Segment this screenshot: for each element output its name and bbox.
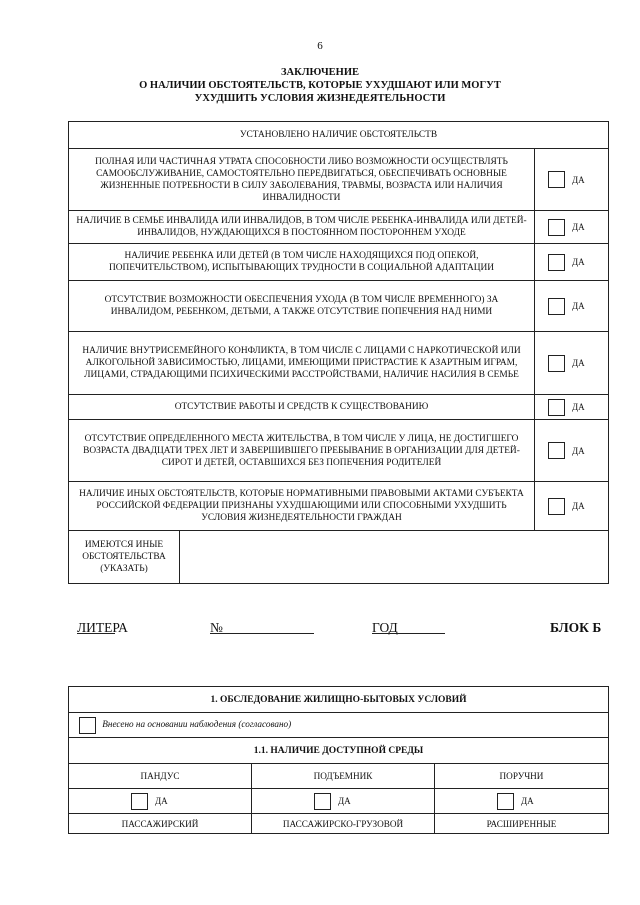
circumstance-checkbox-cell <box>535 420 609 482</box>
circumstance-text: НАЛИЧИЕ В СЕМЬЕ ИНВАЛИДА ИЛИ ИНВАЛИДОВ, В ТОМ ЧИСЛЕ РЕБЕНКА-ИНВАЛИДА ИЛИ ДЕТЕЙ-ИНВАЛИДОВ, НУЖДАЮЩИХСЯ В ПОСТОЯННОМ ПОСТОРОННЕМ УХОДЕ <box>69 211 535 244</box>
circumstances-table <box>68 121 609 584</box>
circumstance-text: ПОЛНАЯ ИЛИ ЧАСТИЧНАЯ УТРАТА СПОСОБНОСТИ ЛИБО ВОЗМОЖНОСТИ ОСУЩЕСТВЛЯТЬ САМООБСЛУЖИВАНИЕ, САМОСТОЯТЕЛЬНО ПЕРЕДВИГАТЬСЯ, ОБЕСПЕЧИВАТЬ ОСНОВНЫЕ ЖИЗНЕННЫЕ ПОТРЕБНОСТИ В СИЛУ ЗАБОЛЕВАНИЯ, ТРАВМЫ, ВОЗРАСТА ИЛИ НАЛИЧИЯ ИНВАЛИДНОСТИ <box>69 149 535 211</box>
checkbox[interactable] <box>131 793 148 810</box>
checkbox[interactable] <box>548 171 565 188</box>
circumstance-text: НАЛИЧИЕ РЕБЕНКА ИЛИ ДЕТЕЙ (В ТОМ ЧИСЛЕ НАХОДЯЩИХСЯ ПОД ОПЕКОЙ, ПОПЕЧИТЕЛЬСТВОМ), ИСПЫТЫВАЮЩИХ ТРУДНОСТИ В СОЦИАЛЬНОЙ АДАПТАЦИИ <box>69 244 535 281</box>
column-header-ramp: ПАНДУС <box>69 764 252 789</box>
checkbox[interactable] <box>497 793 514 810</box>
living-conditions-table <box>68 686 609 834</box>
circumstance-text: ОТСУТСТВИЕ ВОЗМОЖНОСТИ ОБЕСПЕЧЕНИЯ УХОДА (В ТОМ ЧИСЛЕ ВРЕМЕННОГО) ЗА ИНВАЛИДОМ, РЕБЕНКОМ, ДЕТЬМИ, А ТАКЖЕ ОТСУТСТВИЕ ПОПЕЧЕНИЯ НАД НИМИ <box>69 281 535 332</box>
survey-note-row <box>69 713 609 738</box>
ramp-checkbox-cell <box>69 789 252 814</box>
circumstance-checkbox-cell <box>535 281 609 332</box>
document-title <box>0 66 640 105</box>
checkbox[interactable] <box>548 254 565 271</box>
survey-subheader: 1.1. НАЛИЧИЕ ДОСТУПНОЙ СРЕДЫ <box>69 738 609 764</box>
yes-label: ДА <box>572 222 585 232</box>
checkbox[interactable] <box>548 298 565 315</box>
subcolumn-passenger-cargo: ПАССАЖИРСКО-ГРУЗОВОЙ <box>252 814 435 834</box>
circumstance-text: НАЛИЧИЕ ВНУТРИСЕМЕЙНОГО КОНФЛИКТА, В ТОМ ЧИСЛЕ С ЛИЦАМИ С НАРКОТИЧЕСКОЙ ИЛИ АЛКОГОЛЬНОЙ ЗАВИСИМОСТЬЮ, ЛИЦАМИ, ИМЕЮЩИМИ ПРИСТРАСТИЕ К АЗАРТНЫМ ИГРАМ, ЛИЦАМИ, СТРАДАЮЩИМИ ПСИХИЧЕСКИМИ РАССТРОЙСТВАМИ, НАЛИЧИЕ НАСИЛИЯ В СЕМЬЕ <box>69 332 535 395</box>
subcolumn-extended: РАСШИРЕННЫЕ <box>435 814 609 834</box>
checkbox[interactable] <box>548 442 565 459</box>
yes-label: ДА <box>338 796 351 806</box>
checkbox[interactable] <box>548 355 565 372</box>
yes-label: ДА <box>521 796 534 806</box>
litera-label: ЛИТЕРА <box>77 620 128 635</box>
title-line-3: УХУДШИТЬ УСЛОВИЯ ЖИЗНЕДЕЯТЕЛЬНОСТИ <box>194 93 446 104</box>
lift-checkbox-cell <box>252 789 435 814</box>
checkbox[interactable] <box>548 399 565 416</box>
page-number: 6 <box>317 40 323 52</box>
circumstances-header: УСТАНОВЛЕНО НАЛИЧИЕ ОБСТОЯТЕЛЬСТВ <box>69 122 609 149</box>
checkbox[interactable] <box>79 717 96 734</box>
survey-note: Внесено на основании наблюдения (согласовано) <box>102 719 292 730</box>
title-line-2: О НАЛИЧИИ ОБСТОЯТЕЛЬСТВ, КОТОРЫЕ УХУДШАЮТ ИЛИ МОГУТ <box>139 80 501 91</box>
subcolumn-passenger: ПАССАЖИРСКИЙ <box>69 814 252 834</box>
yes-label: ДА <box>572 402 585 412</box>
column-header-handrails: ПОРУЧНИ <box>435 764 609 789</box>
circumstance-checkbox-cell <box>535 211 609 244</box>
number-label: № <box>210 620 223 635</box>
circumstance-checkbox-cell <box>535 332 609 395</box>
circumstance-text: ОТСУТСТВИЕ РАБОТЫ И СРЕДСТВ К СУЩЕСТВОВАНИЮ <box>69 395 535 420</box>
yes-label: ДА <box>572 301 585 311</box>
checkbox[interactable] <box>314 793 331 810</box>
handrails-checkbox-cell <box>435 789 609 814</box>
column-header-lift: ПОДЪЕМНИК <box>252 764 435 789</box>
litera-blank[interactable] <box>77 620 115 634</box>
yes-label: ДА <box>155 796 168 806</box>
title-line-1: ЗАКЛЮЧЕНИЕ <box>280 67 360 78</box>
circumstance-checkbox-cell <box>535 149 609 211</box>
other-circumstances-label: ИМЕЮТСЯ ИНЫЕ ОБСТОЯТЕЛЬСТВА (УКАЗАТЬ) <box>69 531 180 584</box>
survey-header: 1. ОБСЛЕДОВАНИЕ ЖИЛИЩНО-БЫТОВЫХ УСЛОВИЙ <box>69 687 609 713</box>
yes-label: ДА <box>572 358 585 368</box>
checkbox[interactable] <box>548 219 565 236</box>
other-circumstances-field[interactable] <box>180 531 609 584</box>
litera-number-year-line <box>77 620 609 640</box>
circumstance-checkbox-cell <box>535 482 609 531</box>
circumstance-checkbox-cell <box>535 244 609 281</box>
circumstance-text: НАЛИЧИЕ ИНЫХ ОБСТОЯТЕЛЬСТВ, КОТОРЫЕ НОРМАТИВНЫМИ ПРАВОВЫМИ АКТАМИ СУБЪЕКТА РОССИЙСКОЙ ФЕДЕРАЦИИ ПРИЗНАНЫ УХУДШАЮЩИМИ ИЛИ СПОСОБНЫМИ УХУДШИТЬ УСЛОВИЯ ЖИЗНЕДЕЯТЕЛЬНОСТИ ГРАЖДАН <box>69 482 535 531</box>
block-label: БЛОК Б <box>550 620 602 635</box>
year-label: ГОД <box>372 620 398 635</box>
circumstance-text: ОТСУТСТВИЕ ОПРЕДЕЛЕННОГО МЕСТА ЖИТЕЛЬСТВА, В ТОМ ЧИСЛЕ У ЛИЦА, НЕ ДОСТИГШЕГО ВОЗРАСТА ДВАДЦАТИ ТРЕХ ЛЕТ И ЗАВЕРШИВШЕГО ПРЕБЫВАНИЕ В ОРГАНИЗАЦИИ ДЛЯ ДЕТЕЙ-СИРОТ И ДЕТЕЙ, ОСТАВШИХСЯ БЕЗ ПОПЕЧЕНИЯ РОДИТЕЛЕЙ <box>69 420 535 482</box>
number-blank[interactable] <box>210 620 314 634</box>
circumstance-checkbox-cell <box>535 395 609 420</box>
yes-label: ДА <box>572 501 585 511</box>
yes-label: ДА <box>572 257 585 267</box>
yes-label: ДА <box>572 174 585 185</box>
year-blank[interactable] <box>372 620 445 634</box>
yes-label: ДА <box>572 445 585 456</box>
checkbox[interactable] <box>548 498 565 515</box>
